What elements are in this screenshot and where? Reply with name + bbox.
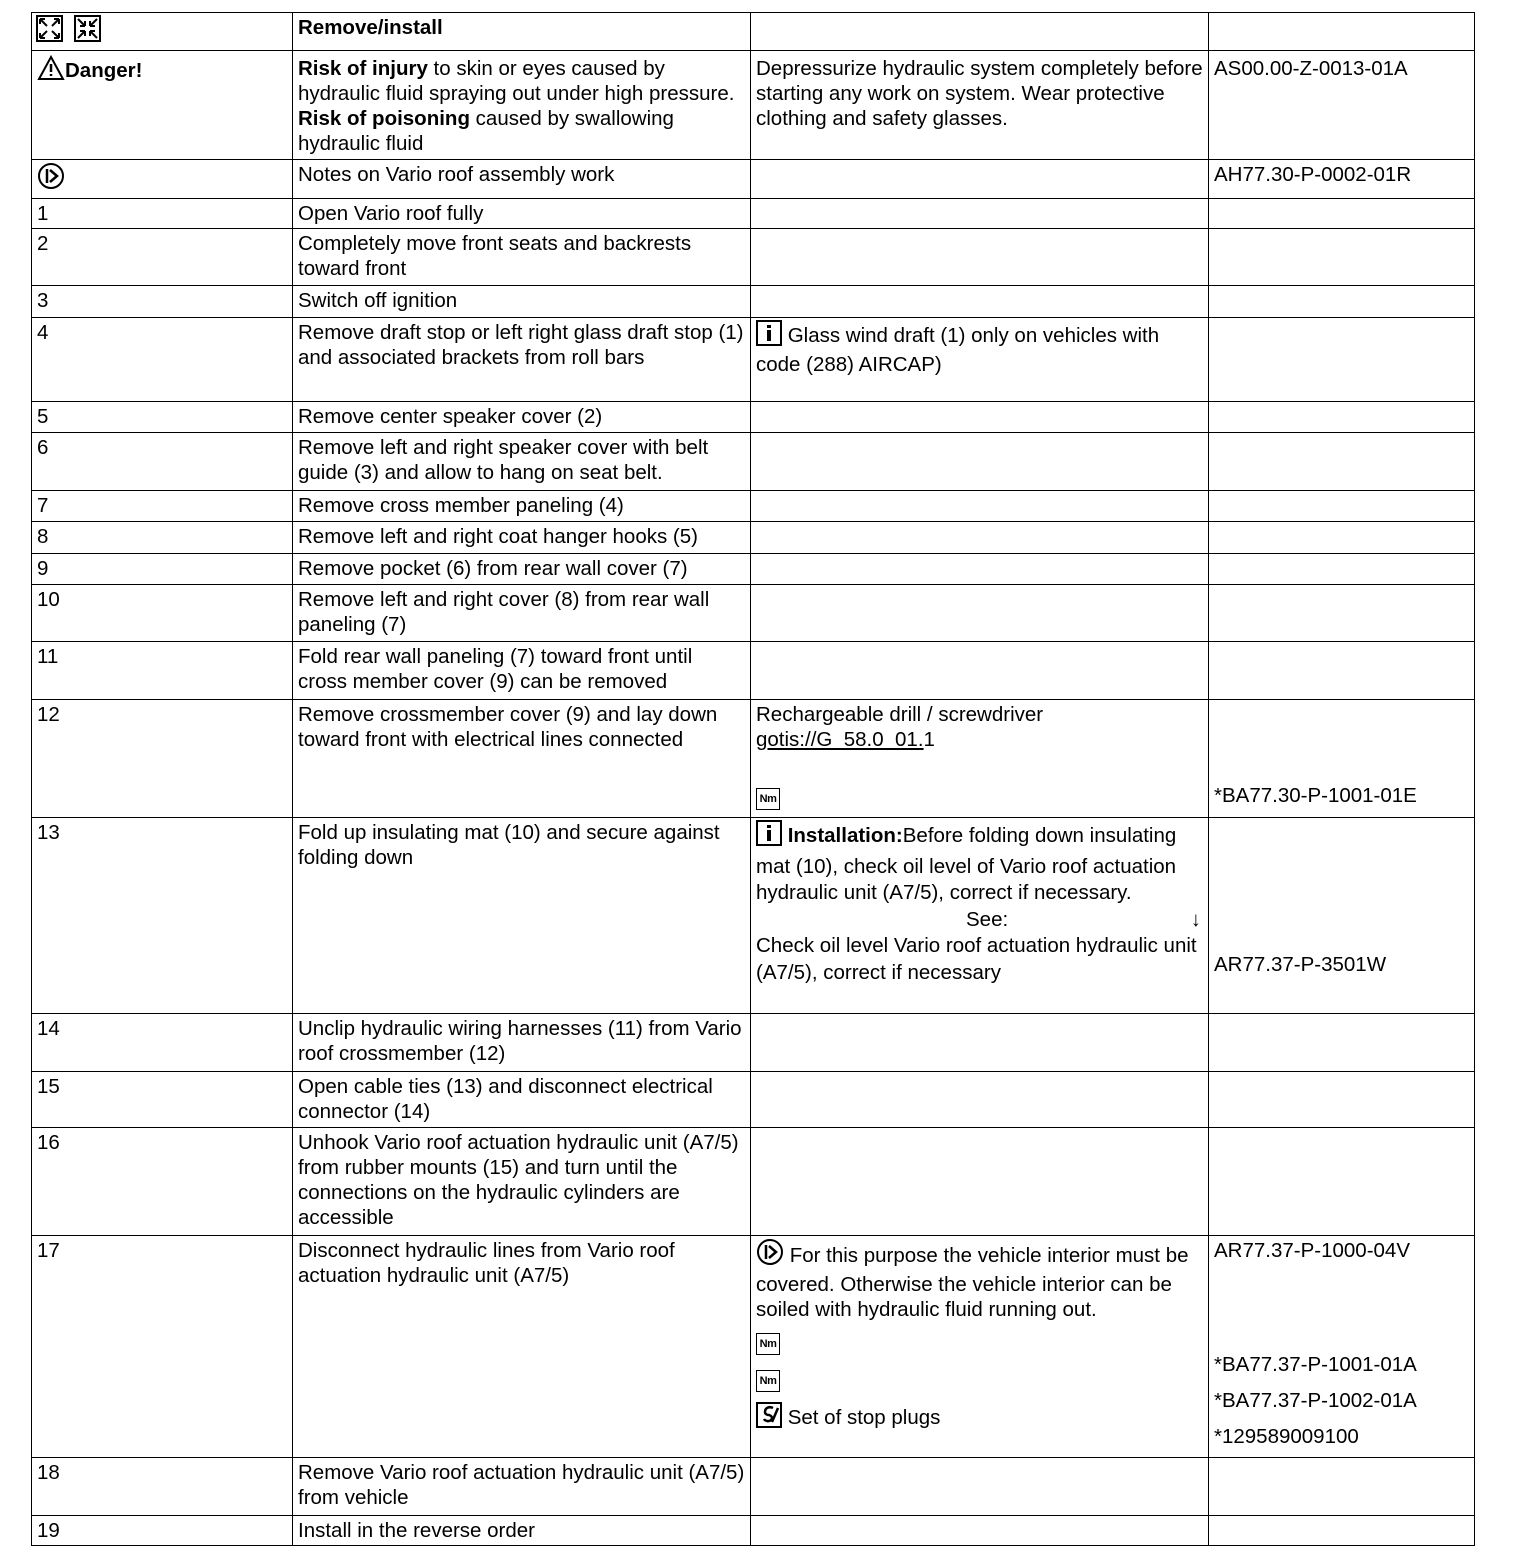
empty-cell [1209, 318, 1475, 402]
notes-text: Notes on Vario roof assembly work [298, 163, 615, 186]
danger-ref-link[interactable]: AS00.00-Z-0013-01A [1214, 57, 1408, 80]
step-text: Remove center speaker cover (2) [293, 402, 751, 433]
spacer [1214, 702, 1469, 727]
step-note-cell [751, 1236, 1209, 1458]
step-ref-cell [1209, 700, 1475, 818]
step-num: 17 [32, 1236, 293, 1458]
step-num: 5 [32, 402, 293, 433]
tool-link-suffix: 1 [923, 728, 935, 751]
step-num: 11 [32, 642, 293, 700]
info-icon [756, 820, 782, 854]
tool-link[interactable]: gotis://G_58.0_01. [756, 728, 924, 751]
step-num: 13 [32, 818, 293, 1014]
step-text: Unclip hydraulic wiring harnesses (11) from Vario roof crossmember (12) [293, 1014, 751, 1072]
expand-icon[interactable] [36, 15, 63, 48]
step-row-13 [32, 818, 1475, 1014]
empty-cell [1209, 554, 1475, 585]
step-num: 12 [32, 700, 293, 818]
empty-cell [751, 229, 1209, 286]
see-text: Check oil level Vario roof actuation hydraulic unit (A7/5), correct if necessary [756, 934, 1197, 984]
empty-cell [1209, 433, 1475, 491]
risk-injury-text: to skin or eyes caused by hydraulic fluid spraying out under high pressure. [298, 57, 735, 105]
procedure-table [31, 12, 1475, 1546]
empty-cell [1209, 402, 1475, 433]
step-row-1 [32, 199, 1475, 229]
spacer [756, 752, 1203, 777]
step-num: 8 [32, 522, 293, 554]
danger-measure-cell [751, 51, 1209, 160]
notes-ref-cell [1209, 160, 1475, 199]
tool-line [756, 1402, 1203, 1434]
step-text: Unhook Vario roof actuation hydraulic unit (A7/5) from rubber mounts (15) and turn until the connections on the hydraulic cylinders are accessible [293, 1128, 751, 1236]
empty-cell [751, 1458, 1209, 1516]
step-text: Open Vario roof fully [293, 199, 751, 229]
empty-cell [1209, 1458, 1475, 1516]
step-row-10 [32, 585, 1475, 642]
step-row-7 [32, 491, 1475, 522]
info-text: Glass wind draft (1) only on vehicles with code (288) AIRCAP) [756, 324, 1160, 376]
empty-cell [751, 491, 1209, 522]
step-num: 3 [32, 286, 293, 318]
warning-triangle-icon [37, 55, 65, 87]
down-arrow-icon[interactable]: ↓ [1190, 907, 1201, 931]
step-tool-cell [751, 700, 1209, 818]
step-text: Remove left and right coat hanger hooks (5) [293, 522, 751, 554]
step-row-12 [32, 700, 1475, 818]
step-num: 4 [32, 318, 293, 402]
step-num: 19 [32, 1516, 293, 1546]
step-row-15 [32, 1072, 1475, 1128]
step-row-18 [32, 1458, 1475, 1516]
spacer [1214, 727, 1469, 752]
danger-measure: Depressurize hydraulic system completely before starting any work on system. Wear protective clothing and safety glasses. [756, 57, 1203, 130]
torque-line-1 [756, 1328, 1203, 1355]
danger-row [32, 51, 1475, 160]
tool-ref-link[interactable]: *129589009100 [1214, 1425, 1359, 1448]
step-ref-cell [1209, 1236, 1475, 1458]
note-arrow-icon [37, 162, 65, 196]
empty-cell [751, 642, 1209, 700]
empty-cell [1209, 199, 1475, 229]
step-info-cell [751, 818, 1209, 1014]
step-num: 7 [32, 491, 293, 522]
torque-ref-link[interactable]: *BA77.30-P-1001-01E [1214, 784, 1417, 807]
empty-cell [1209, 522, 1475, 554]
step-row-9 [32, 554, 1475, 585]
danger-ref-cell [1209, 51, 1475, 160]
step-text: Switch off ignition [293, 286, 751, 318]
step-text: Fold rear wall paneling (7) toward front until cross member cover (9) can be removed [293, 642, 751, 700]
special-tool-icon[interactable] [756, 1402, 782, 1434]
installation-label: Installation: [787, 824, 903, 847]
step-row-16 [32, 1128, 1475, 1236]
empty-cell [751, 1516, 1209, 1546]
empty-cell [751, 199, 1209, 229]
step-text: Remove left and right cover (8) from rear wall paneling (7) [293, 585, 751, 642]
step-text: Install in the reverse order [293, 1516, 751, 1546]
step-text: Completely move front seats and backrests toward front [293, 229, 751, 286]
empty-cell [1209, 642, 1475, 700]
danger-label: Danger! [65, 59, 143, 82]
see-ref-link[interactable]: AR77.37-P-3501W [1214, 953, 1387, 976]
step-num: 14 [32, 1014, 293, 1072]
empty-cell [1209, 1128, 1475, 1236]
step-num: 16 [32, 1128, 293, 1236]
step-row-3 [32, 286, 1475, 318]
empty-cell [751, 1128, 1209, 1236]
step-text: Disconnect hydraulic lines from Vario roof actuation hydraulic unit (A7/5) [293, 1236, 751, 1458]
header-empty-3 [751, 13, 1209, 51]
header-empty-4 [1209, 13, 1475, 51]
header-title [293, 13, 751, 51]
notes-empty [751, 160, 1209, 199]
header-title-text: Remove/install [298, 16, 443, 39]
see-label: See: [966, 907, 1009, 931]
step-row-17 [32, 1236, 1475, 1458]
step-ref-cell [1209, 818, 1475, 1014]
step-num: 15 [32, 1072, 293, 1128]
info-icon [756, 320, 782, 352]
torque-line-2 [756, 1365, 1203, 1392]
step-text: Remove cross member paneling (4) [293, 491, 751, 522]
empty-cell [1209, 229, 1475, 286]
step-row-2 [32, 229, 1475, 286]
tool-name: Rechargeable drill / screwdriver [756, 703, 1044, 726]
step-row-14 [32, 1014, 1475, 1072]
torque-ref-link-1[interactable]: *BA77.37-P-1001-01A [1214, 1353, 1417, 1376]
empty-cell [1209, 491, 1475, 522]
danger-risk-cell [293, 51, 751, 160]
torque-line [756, 783, 1203, 810]
torque-ref-link-2[interactable]: *BA77.37-P-1002-01A [1214, 1389, 1417, 1412]
torque-nm-icon[interactable]: Nm [756, 788, 780, 810]
empty-cell [1209, 1014, 1475, 1072]
step-num: 10 [32, 585, 293, 642]
empty-cell [751, 402, 1209, 433]
header-row [32, 13, 1475, 51]
step-info-cell [751, 318, 1209, 402]
step-text: Remove crossmember cover (9) and lay down toward front with electrical lines connected [293, 700, 751, 818]
step-row-5 [32, 402, 1475, 433]
empty-cell [751, 1014, 1209, 1072]
empty-cell [751, 286, 1209, 318]
step-num: 18 [32, 1458, 293, 1516]
empty-cell [751, 554, 1209, 585]
notes-icon-cell [32, 160, 293, 199]
empty-cell [1209, 585, 1475, 642]
empty-cell [1209, 1516, 1475, 1546]
note-text: For this purpose the vehicle interior must be covered. Otherwise the vehicle interior can be soiled with hydraulic fluid running out. [756, 1244, 1189, 1321]
collapse-icon[interactable] [74, 15, 101, 48]
step-row-4 [32, 318, 1475, 402]
notes-ref-link[interactable]: AH77.30-P-0002-01R [1214, 163, 1412, 186]
see-row [756, 907, 1203, 934]
empty-cell [751, 1072, 1209, 1128]
step-text: Fold up insulating mat (10) and secure against folding down [293, 818, 751, 1014]
step-text: Remove draft stop or left right glass draft stop (1) and associated brackets from roll bars [293, 318, 751, 402]
empty-cell [751, 433, 1209, 491]
torque-nm-icon[interactable]: Nm [756, 1333, 780, 1355]
risk-poisoning-text: caused by swallowing hydraulic fluid [298, 107, 674, 155]
step-row-11 [32, 642, 1475, 700]
note-ref-link[interactable]: AR77.37-P-1000-04V [1214, 1239, 1411, 1262]
risk-poisoning: Risk of poisoning [298, 107, 470, 130]
empty-cell [1209, 286, 1475, 318]
step-num: 9 [32, 554, 293, 585]
step-text: Remove Vario roof actuation hydraulic unit (A7/5) from vehicle [293, 1458, 751, 1516]
step-row-8 [32, 522, 1475, 554]
step-num: 1 [32, 199, 293, 229]
info-text: Before folding down insulating mat (10), check oil level of Vario roof actuation hydraulic unit (A7/5), correct if necessary. [756, 824, 1177, 904]
empty-cell [751, 522, 1209, 554]
step-row-19 [32, 1516, 1475, 1546]
step-num: 6 [32, 433, 293, 491]
tool-link-line [756, 727, 1203, 752]
empty-cell [751, 585, 1209, 642]
torque-nm-icon[interactable]: Nm [756, 1370, 780, 1392]
step-text: Remove pocket (6) from rear wall cover (7) [293, 554, 751, 585]
notes-text-cell [293, 160, 751, 199]
header-icons-cell [32, 13, 293, 51]
step-text: Remove left and right speaker cover with belt guide (3) and allow to hang on seat belt. [293, 433, 751, 491]
step-num: 2 [32, 229, 293, 286]
danger-label-cell [32, 51, 293, 160]
step-row-6 [32, 433, 1475, 491]
step-text: Open cable ties (13) and disconnect electrical connector (14) [293, 1072, 751, 1128]
empty-cell [1209, 1072, 1475, 1128]
risk-injury: Risk of injury [298, 57, 428, 80]
note-arrow-icon [756, 1238, 784, 1272]
tool-name: Set of stop plugs [787, 1406, 941, 1429]
notes-row [32, 160, 1475, 199]
